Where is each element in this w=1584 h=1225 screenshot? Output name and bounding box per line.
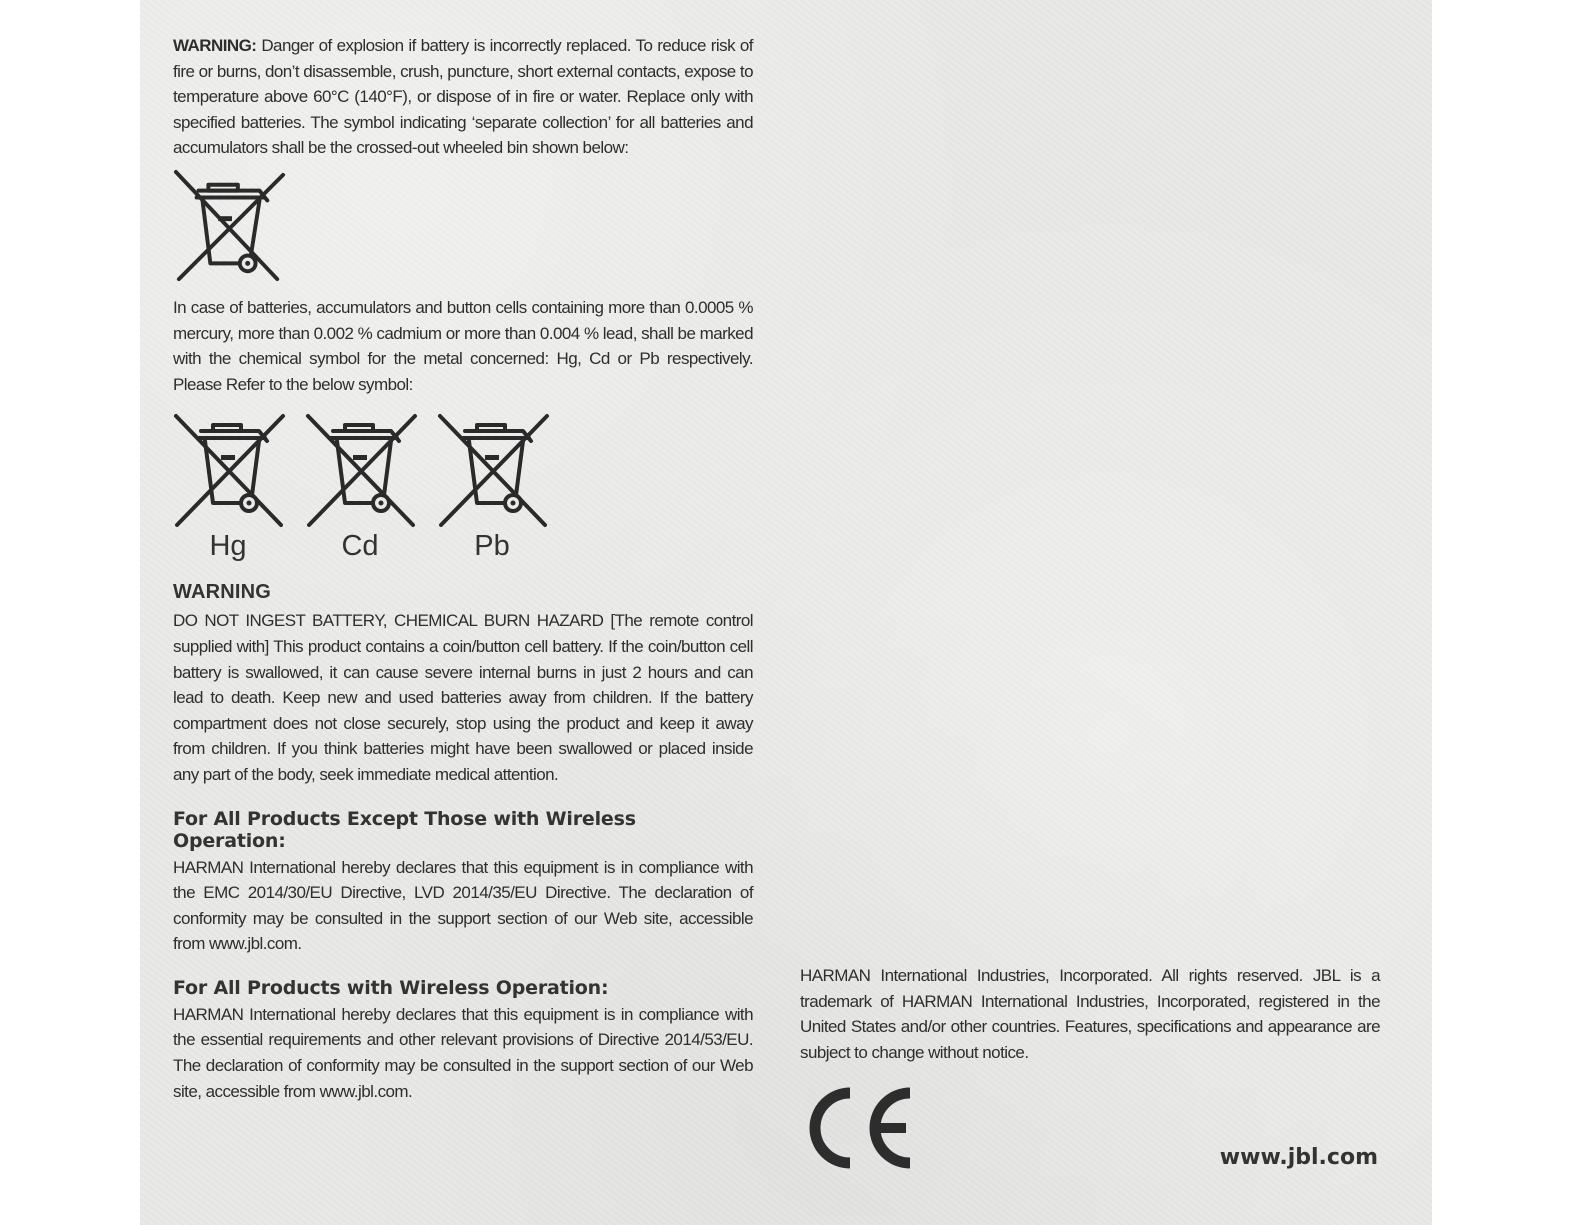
- chemical-bin-row: [173, 413, 753, 561]
- crossed-out-wheeled-bin-icon: [305, 413, 421, 531]
- bin-pb: [437, 413, 553, 561]
- ce-mark-icon: [798, 1083, 918, 1173]
- ingest-warning-paragraph: DO NOT INGEST BATTERY, CHEMICAL BURN HAZARD [The remote control supplied with] This product contains a coin/button cell battery. If the coin/button cell battery is swallowed, it can cause severe internal burns in just 2 hours and can lead to death. Keep new and used batteries away from children. If the battery compartment does not close securely, stop using the product and keep it away from children. If you think batteries might have been swallowed or placed inside any part of the body, seek immediate medical attention.: [173, 611, 753, 784]
- non-wireless-paragraph: HARMAN International hereby declares that this equipment is in compliance with the EMC 2014/30/EU Directive, LVD 2014/35/EU Directive. The declaration of conformity may be consulted in the support section of our Web site, accessible from www.jbl.com.: [173, 857, 753, 954]
- crossed-out-wheeled-bin-icon: [173, 413, 289, 531]
- battery-warning-paragraph: [173, 33, 753, 161]
- chemical-paragraph: In case of batteries, accumulators and button cells containing more than 0.0005 % mercury, more than 0.002 % cadmium or more than 0.004 % lead, shall be marked with the chemical symbol for the metal concerned: Hg, Cd or Pb respectively. Please Refer to the below symbol:: [173, 297, 753, 394]
- chemical-label-pb: Pb: [474, 530, 510, 563]
- battery-warning-text: Danger of explosion if battery is incorrectly replaced. To reduce risk of fire or burns, don’t disassemble, crush, puncture, short external contacts, expose to temperature above 60°C (140°F), or dispose of in fire or water. Replace only with specified batteries. The symbol indicating ‘separate collection’ for all batteries and accumulators shall be the crossed-out wheeled bin shown below:: [173, 36, 753, 158]
- crossed-out-wheeled-bin-icon: [173, 169, 287, 285]
- right-column: [800, 963, 1380, 1065]
- chemical-label-hg: Hg: [209, 530, 247, 563]
- left-column: [173, 33, 753, 1104]
- wireless-heading: For All Products with Wireless Operation:: [173, 976, 609, 999]
- website-link[interactable]: www.jbl.com: [1219, 1145, 1378, 1170]
- bin-hg: [173, 413, 289, 561]
- bin-cd: [305, 413, 421, 561]
- non-wireless-heading: For All Products Except Those with Wireless Operation:: [173, 807, 636, 852]
- wireless-paragraph: HARMAN International hereby declares that this equipment is in compliance with the essential requirements and other relevant provisions of Directive 2014/53/EU. The declaration of conformity may be consulted in the support section of our Web site, accessible from www.jbl.com.: [173, 1004, 753, 1101]
- chemical-label-cd: Cd: [341, 530, 379, 563]
- battery-warning-label: WARNING:: [173, 36, 257, 55]
- ingest-warning-heading: WARNING: [173, 581, 272, 604]
- copyright-paragraph: HARMAN International Industries, Incorporated. All rights reserved. JBL is a trademark of HARMAN International Industries, Incorporated, registered in the United States and/or other countries. Features, specifications and appearance are subject to change without notice.: [800, 966, 1380, 1062]
- crossed-out-wheeled-bin-icon: [437, 413, 553, 531]
